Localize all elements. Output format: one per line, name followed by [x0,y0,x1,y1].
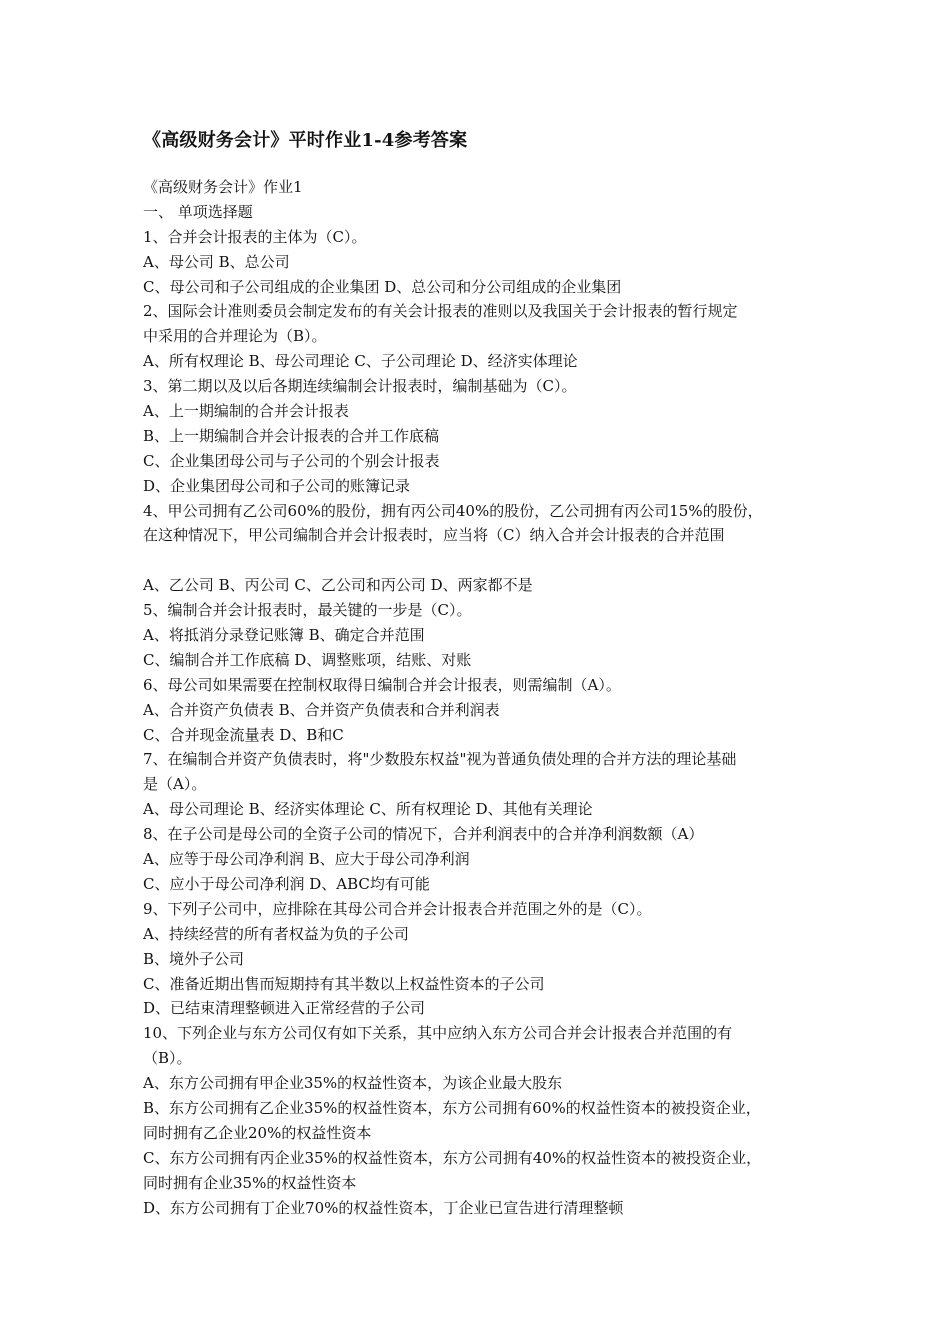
text-line: C、母公司和子公司组成的企业集团 D、总公司和分公司组成的企业集团 [143,277,622,296]
text-line: B、东方公司拥有乙企业35%的权益性资本，东方公司拥有60%的权益性资本的被投资企业， [143,1098,761,1117]
text-line: 中采用的合并理论为（B）。 [143,327,327,346]
text-line: A、持续经营的所有者权益为负的子公司 [143,924,409,943]
text-line: 一、 单项选择题 [143,202,253,221]
text-line: 4、甲公司拥有乙公司60%的股份，拥有丙公司40%的股份，乙公司拥有丙公司15%的股份， [143,501,763,520]
text-line: 在这种情况下，甲公司编制合并会计报表时，应当将（C）纳入合并会计报表的合并范围 [143,526,725,545]
text-line: 1、合并会计报表的主体为（C）。 [143,227,367,246]
text-line: 同时拥有企业35%的权益性资本 [143,1173,357,1192]
text-line: A、上一期编制的合并会计报表 [143,402,349,421]
text-line: A、乙公司 B、丙公司 C、乙公司和丙公司 D、两家都不是 [143,576,533,595]
text-line: 6、母公司如果需要在控制权取得日编制合并会计报表，则需编制（A）。 [143,675,621,694]
text-line: 7、在编制合并资产负债表时，将"少数股东权益"视为普通负债处理的合并方法的理论基础 [143,750,737,769]
text-line: 是（A）。 [143,775,207,794]
text-line: A、母公司理论 B、经济实体理论 C、所有权理论 D、其他有关理论 [143,800,593,819]
text-line: C、准备近期出售而短期持有其半数以上权益性资本的子公司 [143,974,545,993]
text-line: D、已结束清理整顿进入正常经营的子公司 [143,999,426,1018]
text-line: C、应小于母公司净利润 D、ABC均有可能 [143,874,430,893]
text-line: B、上一期编制合并会计报表的合并工作底稿 [143,426,440,445]
text-line: D、企业集团母公司和子公司的账簿记录 [143,476,411,495]
text-line: A、东方公司拥有甲企业35%的权益性资本，为该企业最大股东 [143,1074,563,1093]
text-line: C、编制合并工作底稿 D、调整账项，结账、对账 [143,650,472,669]
text-line: 5、编制合并会计报表时，最关键的一步是（C）。 [143,601,472,620]
text-line: A、母公司 B、总公司 [143,252,290,271]
blank-line [143,548,823,573]
text-line: C、企业集团母公司与子公司的个别会计报表 [143,451,440,470]
document-title: 《高级财务会计》平时作业1-4参考答案 [143,130,468,151]
text-line: 9、下列子公司中，应排除在其母公司合并会计报表合并范围之外的是（C）。 [143,899,652,918]
text-line: 3、第二期以及以后各期连续编制会计报表时，编制基础为（C）。 [143,377,577,396]
text-line: C、东方公司拥有丙企业35%的权益性资本，东方公司拥有40%的权益性资本的被投资企业， [143,1148,762,1167]
text-line: A、将抵消分录登记账簿 B、确定合并范围 [143,626,425,645]
text-line: D、东方公司拥有丁企业70%的权益性资本，丁企业已宣告进行清理整顿 [143,1198,624,1217]
text-line: 同时拥有乙企业20%的权益性资本 [143,1123,372,1142]
text-line: B、境外子公司 [143,949,245,968]
text-line: 10、下列企业与东方公司仅有如下关系，其中应纳入东方公司合并会计报表合并范围的有 [143,1024,733,1043]
text-line: 8、在子公司是母公司的全资子公司的情况下，合并利润表中的合并净利润数额（A） [143,825,704,844]
text-line: （B）。 [143,1049,192,1068]
document-body [143,175,823,1220]
text-line: A、合并资产负债表 B、合并资产负债表和合并利润表 [143,700,500,719]
text-line: A、应等于母公司净利润 B、应大于母公司净利润 [143,850,470,869]
text-line: C、合并现金流量表 D、B和C [143,725,344,744]
text-line: 《高级财务会计》作业1 [143,178,303,196]
text-line: A、所有权理论 B、母公司理论 C、子公司理论 D、经济实体理论 [143,352,578,371]
text-line: 2、国际会计准则委员会制定发布的有关会计报表的准则以及我国关于会计报表的暂行规定 [143,302,738,321]
